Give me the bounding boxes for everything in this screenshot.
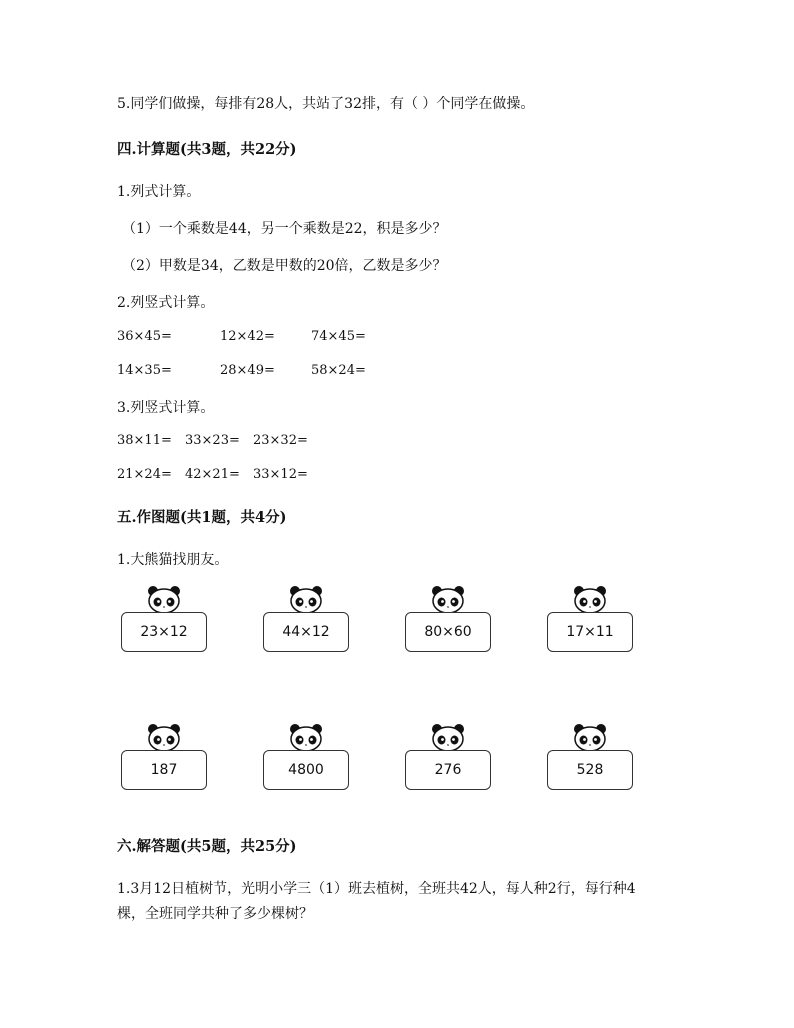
calc-item: 33×23= xyxy=(185,433,240,448)
panda-icon xyxy=(288,723,324,751)
calc-item: 12×42= xyxy=(220,329,275,344)
svg-text:x: x xyxy=(446,742,450,747)
s6-q1-line1: 1.3月12日植树节，光明小学三（1）班去植树，全班共42人，每人种2行，每行种4 xyxy=(117,881,636,897)
panda-icon xyxy=(146,723,182,751)
expression-card: 17×11 xyxy=(547,612,633,652)
svg-text:x: x xyxy=(588,604,592,609)
s6-q1-line2: 棵，全班同学共种了多少棵树？ xyxy=(117,906,313,922)
calc-item: 58×24= xyxy=(311,363,366,378)
calc-item: 33×12= xyxy=(253,467,308,482)
section-5-heading: 五.作图题(共1题，共4分) xyxy=(117,509,287,526)
svg-text:x: x xyxy=(304,742,308,747)
calc-item: 21×24= xyxy=(117,467,172,482)
section-6-heading: 六.解答题(共5题，共25分) xyxy=(117,838,297,855)
s4-q1-part2: （2）甲数是34，乙数是甲数的20倍，乙数是多少？ xyxy=(122,258,447,274)
svg-text:x: x xyxy=(162,742,166,747)
s5-q1-title: 1.大熊猫找朋友。 xyxy=(117,552,229,568)
section-4-heading: 四.计算题(共3题，共22分) xyxy=(117,141,297,158)
expression-card: 4800 xyxy=(263,750,349,790)
s4-q2-title: 2.列竖式计算。 xyxy=(117,295,215,311)
panda-icon xyxy=(572,723,608,751)
panda-icon xyxy=(572,585,608,613)
question-5-text: 5.同学们做操，每排有28人，共站了32排，有（ ）个同学在做操。 xyxy=(117,96,535,112)
expression-card: 44×12 xyxy=(263,612,349,652)
svg-text:x: x xyxy=(304,604,308,609)
calc-item: 36×45= xyxy=(117,329,172,344)
panda-icon xyxy=(430,585,466,613)
expression-card: 187 xyxy=(121,750,207,790)
calc-item: 23×32= xyxy=(253,433,308,448)
panda-icon xyxy=(430,723,466,751)
svg-text:x: x xyxy=(446,604,450,609)
s4-q1-part1: （1）一个乘数是44，另一个乘数是22，积是多少？ xyxy=(122,221,447,237)
expression-card: 23×12 xyxy=(121,612,207,652)
panda-icon xyxy=(288,585,324,613)
s4-q1-title: 1.列式计算。 xyxy=(117,184,201,200)
calc-item: 28×49= xyxy=(220,363,275,378)
expression-card: 528 xyxy=(547,750,633,790)
calc-item: 74×45= xyxy=(311,329,366,344)
s4-q3-title: 3.列竖式计算。 xyxy=(117,400,215,416)
svg-text:x: x xyxy=(162,604,166,609)
calc-item: 38×11= xyxy=(117,433,172,448)
calc-item: 42×21= xyxy=(185,467,240,482)
expression-card: 80×60 xyxy=(405,612,491,652)
panda-icon xyxy=(146,585,182,613)
calc-item: 14×35= xyxy=(117,363,172,378)
expression-card: 276 xyxy=(405,750,491,790)
svg-text:x: x xyxy=(588,742,592,747)
